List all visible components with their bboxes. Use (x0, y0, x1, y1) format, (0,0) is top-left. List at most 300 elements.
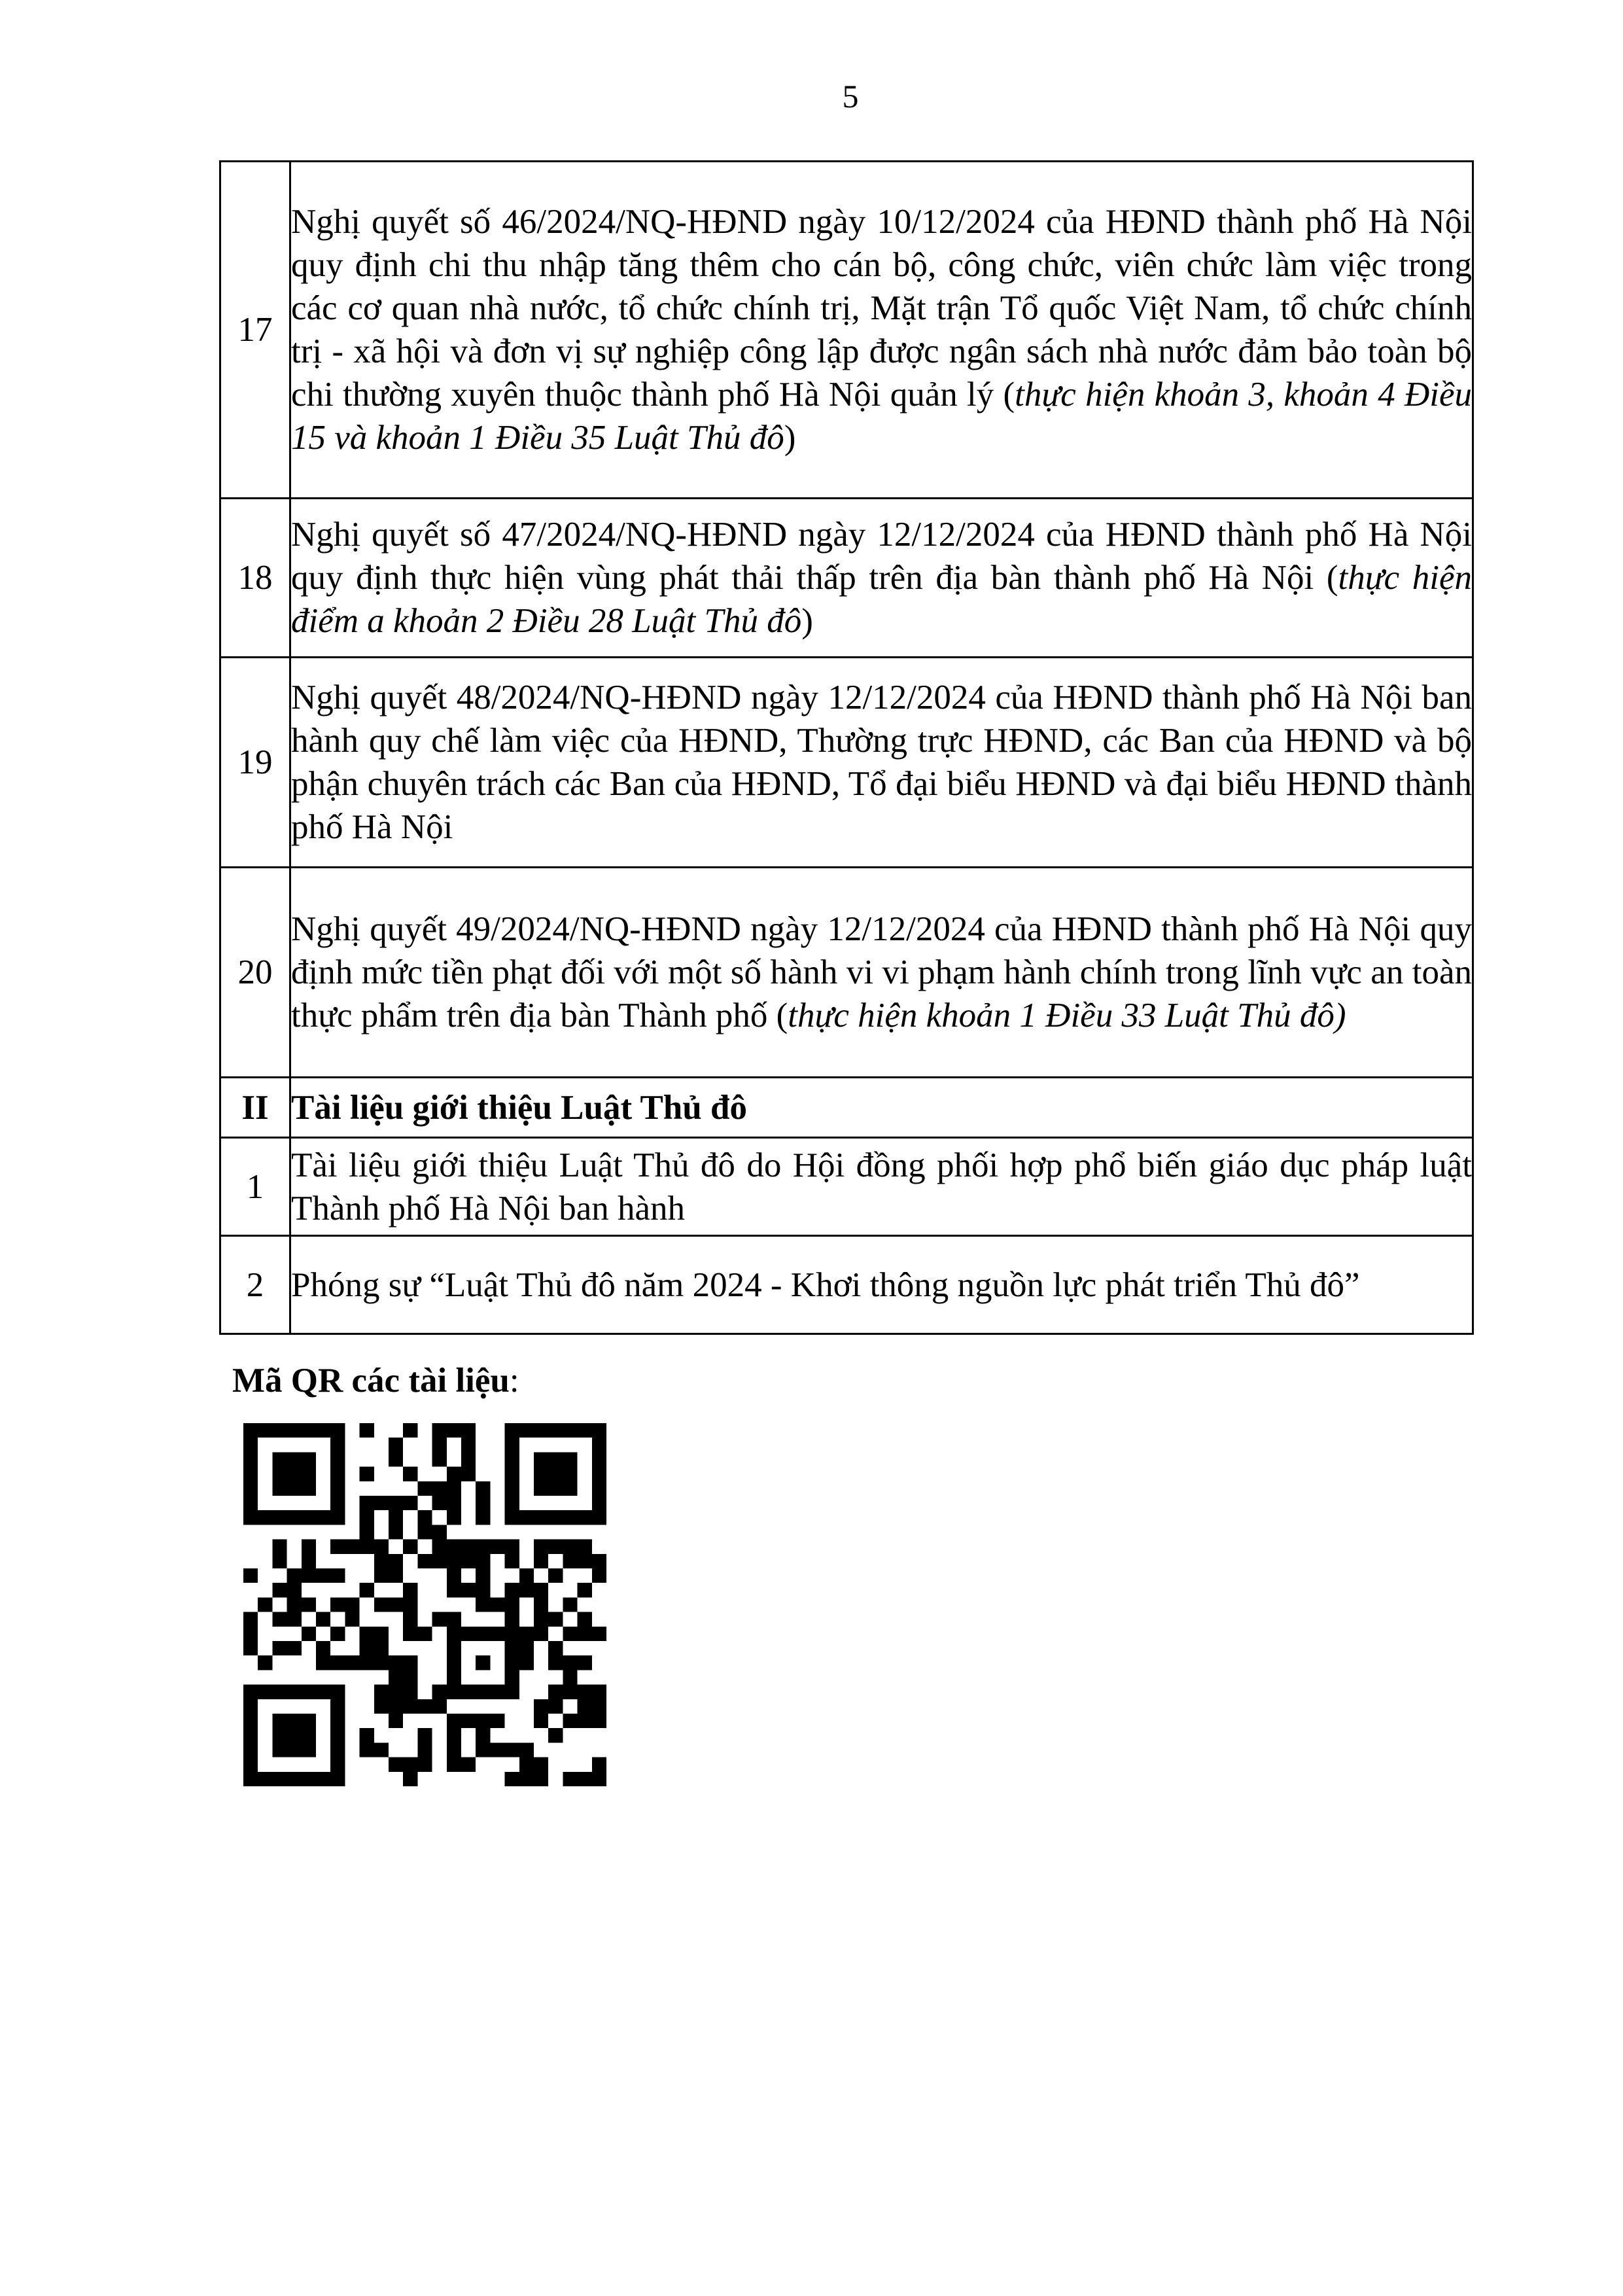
qr-module (476, 1655, 490, 1670)
qr-module (548, 1467, 563, 1481)
qr-module (461, 1438, 476, 1452)
qr-module (330, 1757, 345, 1772)
qr-module (505, 1583, 519, 1597)
row-text-italic: thực hiện điểm a khoản 2 Điều 28 Luật Thủ đô (291, 559, 1473, 640)
qr-module (447, 1467, 461, 1481)
qr-module (519, 1423, 534, 1438)
qr-module (505, 1655, 519, 1670)
qr-module (272, 1583, 287, 1597)
qr-module (287, 1452, 302, 1466)
qr-module (548, 1568, 563, 1583)
qr-module (272, 1510, 287, 1525)
qr-module (461, 1467, 476, 1481)
qr-module (316, 1641, 330, 1655)
qr-module (330, 1655, 345, 1670)
qr-module (592, 1627, 606, 1641)
qr-module (374, 1655, 389, 1670)
qr-module (360, 1423, 374, 1438)
table-row (220, 868, 1473, 1078)
qr-module (243, 1438, 258, 1452)
qr-module (417, 1525, 432, 1539)
row-number: 18 (220, 499, 290, 658)
qr-module (447, 1627, 461, 1641)
qr-module (461, 1757, 476, 1772)
qr-module (476, 1568, 490, 1583)
qr-module (548, 1452, 563, 1466)
qr-module (389, 1597, 403, 1612)
qr-module (563, 1714, 577, 1728)
qr-module (272, 1685, 287, 1699)
qr-module (447, 1670, 461, 1684)
qr-module (505, 1612, 519, 1627)
qr-module (447, 1685, 461, 1699)
qr-module (403, 1467, 417, 1481)
qr-module (461, 1685, 476, 1699)
qr-module (592, 1757, 606, 1772)
qr-module (258, 1510, 272, 1525)
qr-module (592, 1423, 606, 1438)
row-number: 1 (220, 1138, 290, 1236)
qr-module (243, 1641, 258, 1655)
qr-module (417, 1742, 432, 1757)
qr-module (578, 1685, 592, 1699)
qr-module (272, 1423, 287, 1438)
qr-module (519, 1583, 534, 1597)
qr-module (389, 1714, 403, 1728)
row-number: 17 (220, 162, 290, 499)
qr-module (432, 1481, 447, 1496)
qr-module (476, 1481, 490, 1496)
qr-module (592, 1772, 606, 1786)
qr-module (287, 1641, 302, 1655)
qr-module (476, 1583, 490, 1597)
qr-module (374, 1685, 389, 1699)
qr-module (519, 1757, 534, 1772)
qr-module (345, 1655, 359, 1670)
qr-module (519, 1655, 534, 1670)
qr-module (272, 1452, 287, 1466)
qr-module (374, 1568, 389, 1583)
qr-module (534, 1699, 548, 1714)
qr-module (287, 1685, 302, 1699)
qr-module (389, 1525, 403, 1539)
qr-module (563, 1772, 577, 1786)
qr-module (417, 1481, 432, 1496)
qr-module (403, 1670, 417, 1684)
qr-module (578, 1540, 592, 1554)
qr-module (330, 1481, 345, 1496)
qr-module (417, 1554, 432, 1568)
qr-module (330, 1496, 345, 1510)
qr-module (592, 1481, 606, 1496)
qr-module (417, 1757, 432, 1772)
qr-module (258, 1655, 272, 1670)
qr-module (272, 1742, 287, 1757)
qr-module (287, 1568, 302, 1583)
qr-module (302, 1742, 316, 1757)
qr-module (519, 1772, 534, 1786)
qr-module (476, 1496, 490, 1510)
qr-module (360, 1655, 374, 1670)
qr-module (360, 1627, 374, 1641)
qr-module (534, 1510, 548, 1525)
qr-module (578, 1714, 592, 1728)
document-list-table (219, 160, 1474, 1335)
qr-module (534, 1481, 548, 1496)
qr-module (330, 1627, 345, 1641)
qr-module (302, 1554, 316, 1568)
qr-module (519, 1627, 534, 1641)
qr-module (403, 1496, 417, 1510)
qr-module (505, 1597, 519, 1612)
qr-module (563, 1467, 577, 1481)
qr-module (389, 1568, 403, 1583)
qr-module (447, 1496, 461, 1510)
qr-module (505, 1641, 519, 1655)
qr-module (330, 1540, 345, 1554)
qr-module (447, 1583, 461, 1597)
qr-module (330, 1597, 345, 1612)
qr-module (476, 1510, 490, 1525)
qr-module (592, 1685, 606, 1699)
qr-module (403, 1423, 417, 1438)
qr-module (432, 1685, 447, 1699)
qr-caption (232, 1361, 519, 1400)
qr-module (490, 1627, 504, 1641)
qr-module (505, 1627, 519, 1641)
qr-module (476, 1627, 490, 1641)
qr-module (243, 1699, 258, 1714)
row-text-main: Nghị quyết số 46/2024/NQ-HĐND ngày 10/12/2024 của HĐND thành phố Hà Nội quy định chi thu nhập tăng thêm cho cán bộ, công chức, viên chức làm việc trong các cơ quan nhà nước, tổ chức chính trị, Mặt trận Tổ quốc Việt Nam, tổ chức chính trị - xã hội và đơn vị sự nghiệp công lập được ngân sách nhà nước đảm bảo toàn bộ chi thường xuyên thuộc thành phố Hà Nội quản lý ( (291, 203, 1472, 414)
qr-module (287, 1423, 302, 1438)
qr-module (302, 1627, 316, 1641)
qr-module (243, 1568, 258, 1583)
qr-module (548, 1655, 563, 1670)
qr-module (563, 1627, 577, 1641)
qr-module (461, 1452, 476, 1466)
qr-module (287, 1612, 302, 1627)
row-text: Phóng sự “Luật Thủ đô năm 2024 - Khơi thông nguồn lực phát triển Thủ đô” (290, 1236, 1473, 1334)
qr-module (330, 1772, 345, 1786)
row-text (290, 162, 1473, 499)
qr-module (360, 1742, 374, 1757)
qr-module (505, 1742, 519, 1757)
qr-module (374, 1641, 389, 1655)
qr-module (578, 1423, 592, 1438)
section-number: II (220, 1078, 290, 1138)
qr-module (403, 1612, 417, 1627)
qr-module (519, 1568, 534, 1583)
qr-module (243, 1714, 258, 1728)
qr-module (243, 1496, 258, 1510)
qr-module (243, 1612, 258, 1627)
qr-module (403, 1757, 417, 1772)
qr-module (272, 1612, 287, 1627)
qr-module (360, 1496, 374, 1510)
qr-module (578, 1627, 592, 1641)
qr-module (360, 1641, 374, 1655)
qr-module (490, 1742, 504, 1757)
table-row (220, 1236, 1473, 1334)
qr-module (578, 1612, 592, 1627)
row-number: 19 (220, 658, 290, 868)
qr-module (330, 1510, 345, 1525)
qr-module (548, 1540, 563, 1554)
row-text (290, 658, 1473, 868)
qr-module (548, 1699, 563, 1714)
qr-module (476, 1685, 490, 1699)
qr-module (243, 1685, 258, 1699)
qr-module (302, 1423, 316, 1438)
qr-module (461, 1540, 476, 1554)
qr-module (302, 1481, 316, 1496)
qr-module (548, 1510, 563, 1525)
qr-module (330, 1438, 345, 1452)
qr-module (330, 1685, 345, 1699)
table-row (220, 1138, 1473, 1236)
qr-module (519, 1510, 534, 1525)
qr-module (302, 1452, 316, 1466)
qr-module (476, 1728, 490, 1742)
qr-module (316, 1510, 330, 1525)
qr-module (534, 1757, 548, 1772)
qr-module (505, 1685, 519, 1699)
qr-module (592, 1554, 606, 1568)
qr-module (302, 1714, 316, 1728)
qr-module (548, 1685, 563, 1699)
qr-module (302, 1467, 316, 1481)
row-text: Tài liệu giới thiệu Luật Thủ đô do Hội đồng phối hợp phổ biến giáo dục pháp luật Thành phố Hà Nội ban hành (290, 1138, 1473, 1236)
qr-module (447, 1742, 461, 1757)
row-text-tail: ) (784, 419, 796, 457)
qr-module (360, 1583, 374, 1597)
qr-module (476, 1540, 490, 1554)
qr-module (330, 1714, 345, 1728)
qr-module (374, 1627, 389, 1641)
qr-module (563, 1554, 577, 1568)
qr-module (447, 1757, 461, 1772)
qr-module (330, 1742, 345, 1757)
qr-module (490, 1685, 504, 1699)
qr-module (360, 1467, 374, 1481)
qr-caption-label: Mã QR các tài liệu (232, 1362, 510, 1400)
qr-module (476, 1597, 490, 1612)
qr-module (447, 1554, 461, 1568)
qr-module (417, 1510, 432, 1525)
qr-module (330, 1728, 345, 1742)
qr-module (447, 1510, 461, 1525)
qr-module (432, 1452, 447, 1466)
qr-module (432, 1540, 447, 1554)
qr-module (505, 1772, 519, 1786)
qr-module (360, 1728, 374, 1742)
qr-module (578, 1655, 592, 1670)
qr-module (461, 1714, 476, 1728)
qr-module (505, 1423, 519, 1438)
qr-module (548, 1641, 563, 1655)
qr-module (287, 1728, 302, 1742)
qr-module (330, 1452, 345, 1466)
section-header-row (220, 1078, 1473, 1138)
qr-module (490, 1540, 504, 1554)
qr-module (534, 1452, 548, 1466)
qr-module (302, 1540, 316, 1554)
qr-module (432, 1496, 447, 1510)
qr-module (476, 1714, 490, 1728)
qr-module (287, 1467, 302, 1481)
qr-module (302, 1568, 316, 1583)
qr-module (447, 1568, 461, 1583)
qr-module (330, 1467, 345, 1481)
qr-module (548, 1612, 563, 1627)
qr-module (330, 1699, 345, 1714)
qr-module (258, 1772, 272, 1786)
qr-module (505, 1540, 519, 1554)
qr-module (302, 1728, 316, 1742)
qr-module (519, 1742, 534, 1757)
qr-module (592, 1496, 606, 1510)
qr-module (243, 1627, 258, 1641)
qr-module (389, 1554, 403, 1568)
qr-module (345, 1540, 359, 1554)
qr-module (548, 1728, 563, 1742)
qr-module (592, 1452, 606, 1466)
qr-module (432, 1699, 447, 1714)
qr-module (374, 1742, 389, 1757)
qr-module (302, 1685, 316, 1699)
qr-module (563, 1655, 577, 1670)
qr-module (258, 1423, 272, 1438)
qr-module (592, 1714, 606, 1728)
qr-module (403, 1655, 417, 1670)
qr-module (447, 1481, 461, 1496)
qr-module (534, 1423, 548, 1438)
qr-module (243, 1510, 258, 1525)
row-text (290, 499, 1473, 658)
qr-module (505, 1438, 519, 1452)
qr-module (461, 1554, 476, 1568)
qr-module (505, 1452, 519, 1466)
row-number: 2 (220, 1236, 290, 1334)
qr-module (505, 1467, 519, 1481)
qr-module (272, 1728, 287, 1742)
qr-module (302, 1510, 316, 1525)
row-number: 20 (220, 868, 290, 1078)
qr-module (374, 1699, 389, 1714)
qr-module (403, 1540, 417, 1554)
qr-module (461, 1423, 476, 1438)
qr-module (417, 1728, 432, 1742)
qr-module (389, 1699, 403, 1714)
qr-module (316, 1655, 330, 1670)
qr-module (519, 1641, 534, 1655)
qr-module (417, 1699, 432, 1714)
table-row (220, 162, 1473, 499)
qr-module (389, 1452, 403, 1466)
row-text-italic: thực hiện khoản 3, khoản 4 Điều 15 và khoản 1 Điều 35 Luật Thủ đô (291, 376, 1472, 457)
qr-module (461, 1627, 476, 1641)
qr-module (534, 1540, 548, 1554)
qr-module (330, 1423, 345, 1438)
qr-module (490, 1714, 504, 1728)
qr-module (403, 1685, 417, 1699)
row-text-main: Nghị quyết 48/2024/NQ-HĐND ngày 12/12/2024 của HĐND thành phố Hà Nội ban hành quy chế làm việc của HĐND, Thường trực HĐND, các Ban của HĐND và bộ phận chuyên trách các Ban của HĐND, Tổ đại biểu HĐND và đại biểu HĐND thành phố Hà Nội (291, 679, 1472, 846)
qr-module (505, 1670, 519, 1684)
qr-module (476, 1554, 490, 1568)
table-row (220, 658, 1473, 868)
qr-module (243, 1423, 258, 1438)
qr-module (330, 1568, 345, 1583)
qr-module (374, 1597, 389, 1612)
qr-module (403, 1627, 417, 1641)
qr-module (403, 1597, 417, 1612)
qr-module (302, 1772, 316, 1786)
qr-module (447, 1641, 461, 1655)
qr-module (243, 1467, 258, 1481)
qr-module (243, 1772, 258, 1786)
qr-module (287, 1597, 302, 1612)
qr-module (243, 1742, 258, 1757)
qr-module (360, 1540, 374, 1554)
qr-module (272, 1540, 287, 1554)
qr-module (345, 1597, 359, 1612)
qr-module (272, 1772, 287, 1786)
qr-module (505, 1554, 519, 1568)
qr-module (534, 1714, 548, 1728)
qr-module (447, 1728, 461, 1742)
qr-module (432, 1612, 447, 1627)
qr-module (403, 1772, 417, 1786)
qr-module (243, 1757, 258, 1772)
qr-code-icon (243, 1423, 606, 1786)
qr-module (563, 1685, 577, 1699)
qr-module (563, 1510, 577, 1525)
qr-module (403, 1699, 417, 1714)
qr-module (534, 1597, 548, 1612)
qr-module (389, 1438, 403, 1452)
qr-module (403, 1583, 417, 1597)
qr-module (374, 1496, 389, 1510)
qr-module (417, 1627, 432, 1641)
qr-module (360, 1510, 374, 1525)
qr-module (592, 1438, 606, 1452)
qr-module (287, 1714, 302, 1728)
qr-module (243, 1728, 258, 1742)
qr-module (432, 1423, 447, 1438)
qr-module (447, 1612, 461, 1627)
qr-module (272, 1467, 287, 1481)
qr-module (592, 1699, 606, 1714)
qr-module (389, 1685, 403, 1699)
qr-caption-colon: : (509, 1362, 519, 1400)
section-title: Tài liệu giới thiệu Luật Thủ đô (290, 1078, 1473, 1138)
qr-module (272, 1554, 287, 1568)
row-text-main: Nghị quyết số 47/2024/NQ-HĐND ngày 12/12/2024 của HĐND thành phố Hà Nội quy định thực hiện vùng phát thải thấp trên địa bàn thành phố Hà Nội ( (291, 516, 1472, 597)
qr-module (578, 1510, 592, 1525)
qr-module (592, 1568, 606, 1583)
qr-module (272, 1641, 287, 1655)
qr-module (389, 1670, 403, 1684)
qr-module (287, 1772, 302, 1786)
qr-module (389, 1496, 403, 1510)
qr-module (592, 1510, 606, 1525)
row-text-tail: ) (801, 602, 813, 640)
qr-module (563, 1423, 577, 1438)
qr-module (316, 1772, 330, 1786)
qr-module (374, 1540, 389, 1554)
qr-module (287, 1481, 302, 1496)
qr-module (287, 1583, 302, 1597)
